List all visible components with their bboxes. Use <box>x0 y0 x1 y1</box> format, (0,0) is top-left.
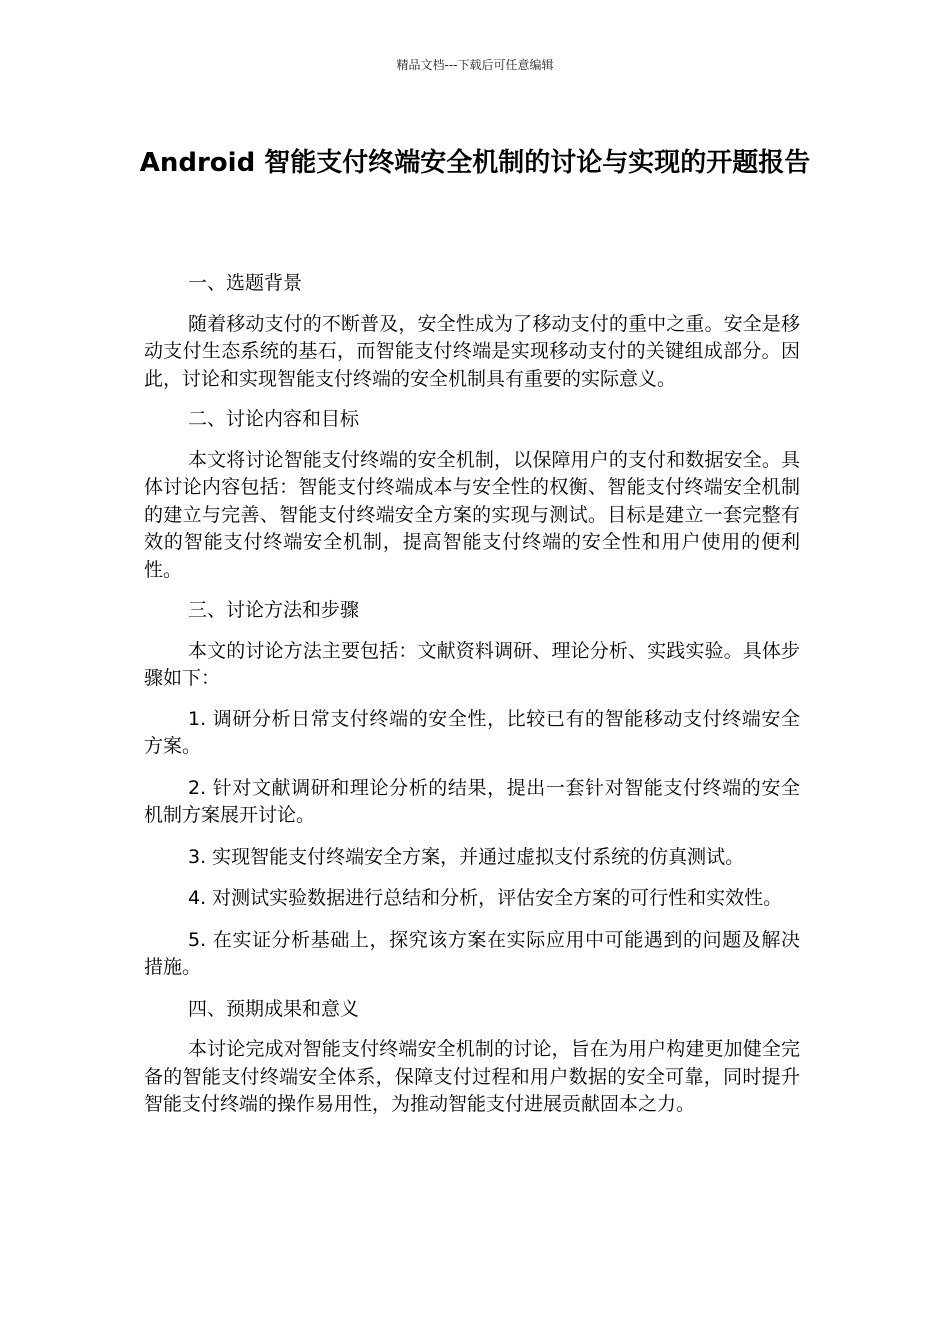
page-header-watermark: 精品文档---下载后可任意编辑 <box>396 58 554 72</box>
section-4-paragraph: 本讨论完成对智能支付终端安全机制的讨论，旨在为用户构建更加健全完备的智能支付终端安全体系，保障支付过程和用户数据的安全可靠，同时提升智能支付终端的操作易用性，为推动智能支付进展贡献固本之力。 <box>144 1038 800 1115</box>
method-step-3: 3. 实现智能支付终端安全方案，并通过虚拟支付系统的仿真测试。 <box>188 845 745 868</box>
section-3-heading: 三、讨论方法和步骤 <box>188 599 360 621</box>
document-title: Android 智能支付终端安全机制的讨论与实现的开题报告 <box>139 148 811 178</box>
section-3-paragraph: 本文的讨论方法主要包括：文献资料调研、理论分析、实践实验。具体步骤如下： <box>144 639 800 689</box>
method-step-2: 2. 针对文献调研和理论分析的结果，提出一套针对智能支付终端的安全机制方案展开讨论。 <box>144 776 800 826</box>
section-4-heading: 四、预期成果和意义 <box>188 997 360 1020</box>
method-step-1: 1. 调研分析日常支付终端的安全性，比较已有的智能移动支付终端安全方案。 <box>144 707 800 757</box>
section-1-paragraph: 随着移动支付的不断普及，安全性成为了移动支付的重中之重。安全是移动支付生态系统的基石，而智能支付终端是实现移动支付的关键组成部分。因此，讨论和实现智能支付终端的安全机制具有重要的实际意义。 <box>144 312 800 390</box>
document-body <box>144 270 800 1132</box>
section-2-paragraph: 本文将讨论智能支付终端的安全机制，以保障用户的支付和数据安全。具体讨论内容包括：智能支付终端成本与安全性的权衡、智能支付终端安全机制的建立与完善、智能支付终端安全方案的实现与测试。目标是建立一套完整有效的智能支付终端安全机制，提高智能支付终端的安全性和用户使用的便利性。 <box>144 448 800 581</box>
method-step-4: 4. 对测试实验数据进行总结和分析，评估安全方案的可行性和实效性。 <box>188 887 783 909</box>
section-1-heading: 一、选题背景 <box>188 272 303 294</box>
section-2-heading: 二、讨论内容和目标 <box>188 408 360 430</box>
method-step-5: 5. 在实证分析基础上，探究该方案在实际应用中可能遇到的问题及解决措施。 <box>144 928 800 978</box>
